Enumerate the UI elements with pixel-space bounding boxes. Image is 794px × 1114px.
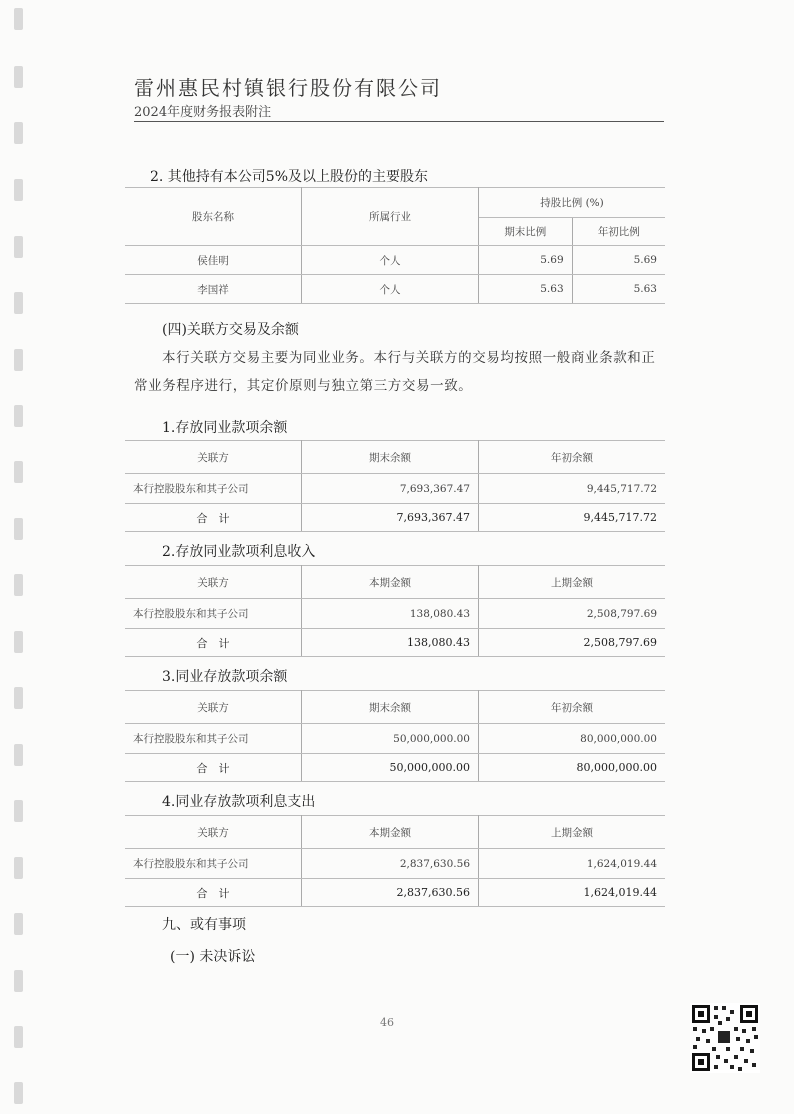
col-header: 上期金额 bbox=[479, 816, 666, 849]
table1 bbox=[125, 440, 665, 532]
col-header: 期末余额 bbox=[302, 691, 479, 724]
table-row bbox=[125, 275, 665, 304]
table4-title: 4.同业存放款项利息支出 bbox=[162, 794, 316, 810]
cell-end: 5.69 bbox=[479, 246, 573, 275]
table1-title: 1.存放同业款项余额 bbox=[162, 420, 288, 436]
contingency-title: 九、或有事项 bbox=[162, 917, 246, 933]
cell-name: 本行控股股东和其子公司 bbox=[125, 849, 302, 879]
table4 bbox=[125, 815, 665, 907]
total-row bbox=[125, 754, 665, 782]
contingency-subtitle: (一) 未决诉讼 bbox=[170, 949, 256, 965]
table3 bbox=[125, 690, 665, 782]
qr-code-icon bbox=[690, 1003, 760, 1073]
total-value: 2,508,797.69 bbox=[479, 629, 666, 657]
cell-value: 9,445,717.72 bbox=[479, 474, 666, 504]
col-header: 年初余额 bbox=[479, 441, 666, 474]
table-row bbox=[125, 724, 665, 754]
cell-name: 李国祥 bbox=[125, 275, 302, 304]
table-row bbox=[125, 474, 665, 504]
header-name: 股东名称 bbox=[125, 188, 302, 246]
table-row bbox=[125, 246, 665, 275]
cell-begin: 5.63 bbox=[572, 275, 665, 304]
header-ratio: 持股比例 (%) bbox=[479, 188, 666, 218]
cell-value: 80,000,000.00 bbox=[479, 724, 666, 754]
total-label: 合 计 bbox=[125, 629, 302, 657]
cell-name: 本行控股股东和其子公司 bbox=[125, 474, 302, 504]
col-header: 关联方 bbox=[125, 441, 302, 474]
col-header: 本期金额 bbox=[302, 816, 479, 849]
header-divider bbox=[134, 121, 664, 122]
header-begin-ratio: 年初比例 bbox=[572, 218, 665, 246]
cell-industry: 个人 bbox=[302, 275, 479, 304]
table2-title: 2.存放同业款项利息收入 bbox=[162, 544, 316, 560]
table2 bbox=[125, 565, 665, 657]
total-row bbox=[125, 629, 665, 657]
page-number: 46 bbox=[380, 1016, 394, 1029]
total-label: 合 计 bbox=[125, 504, 302, 532]
header-end-ratio: 期末比例 bbox=[479, 218, 573, 246]
cell-value: 2,508,797.69 bbox=[479, 599, 666, 629]
col-header: 上期金额 bbox=[479, 566, 666, 599]
total-value: 2,837,630.56 bbox=[302, 879, 479, 907]
company-name: 雷州惠民村镇银行股份有限公司 bbox=[134, 76, 442, 100]
cell-value: 7,693,367.47 bbox=[302, 474, 479, 504]
table3-title: 3.同业存放款项余额 bbox=[162, 669, 288, 685]
binding-holes bbox=[14, 0, 44, 1114]
total-row bbox=[125, 879, 665, 907]
report-subtitle: 2024年度财务报表附注 bbox=[134, 105, 272, 120]
col-header: 关联方 bbox=[125, 691, 302, 724]
cell-value: 1,624,019.44 bbox=[479, 849, 666, 879]
total-row bbox=[125, 504, 665, 532]
cell-value: 138,080.43 bbox=[302, 599, 479, 629]
total-value: 138,080.43 bbox=[302, 629, 479, 657]
cell-name: 本行控股股东和其子公司 bbox=[125, 599, 302, 629]
total-value: 1,624,019.44 bbox=[479, 879, 666, 907]
col-header: 关联方 bbox=[125, 816, 302, 849]
table-row bbox=[125, 599, 665, 629]
cell-name: 侯佳明 bbox=[125, 246, 302, 275]
shareholders-title: 2. 其他持有本公司5%及以上股份的主要股东 bbox=[150, 169, 429, 185]
col-header: 本期金额 bbox=[302, 566, 479, 599]
cell-industry: 个人 bbox=[302, 246, 479, 275]
section-title: (四)关联方交易及余额 bbox=[162, 322, 299, 338]
shareholders-table bbox=[125, 187, 665, 304]
section-paragraph: 本行关联方交易主要为同业业务。本行与关联方的交易均按照一般商业条款和正常业务程序进行，其定价原则与独立第三方交易一致。 bbox=[134, 350, 656, 394]
total-value: 7,693,367.47 bbox=[302, 504, 479, 532]
total-label: 合 计 bbox=[125, 754, 302, 782]
col-header: 年初余额 bbox=[479, 691, 666, 724]
cell-begin: 5.69 bbox=[572, 246, 665, 275]
cell-value: 2,837,630.56 bbox=[302, 849, 479, 879]
cell-value: 50,000,000.00 bbox=[302, 724, 479, 754]
col-header: 期末余额 bbox=[302, 441, 479, 474]
total-value: 9,445,717.72 bbox=[479, 504, 666, 532]
table-row bbox=[125, 849, 665, 879]
total-value: 50,000,000.00 bbox=[302, 754, 479, 782]
cell-end: 5.63 bbox=[479, 275, 573, 304]
total-value: 80,000,000.00 bbox=[479, 754, 666, 782]
total-label: 合 计 bbox=[125, 879, 302, 907]
col-header: 关联方 bbox=[125, 566, 302, 599]
cell-name: 本行控股股东和其子公司 bbox=[125, 724, 302, 754]
header-industry: 所属行业 bbox=[302, 188, 479, 246]
